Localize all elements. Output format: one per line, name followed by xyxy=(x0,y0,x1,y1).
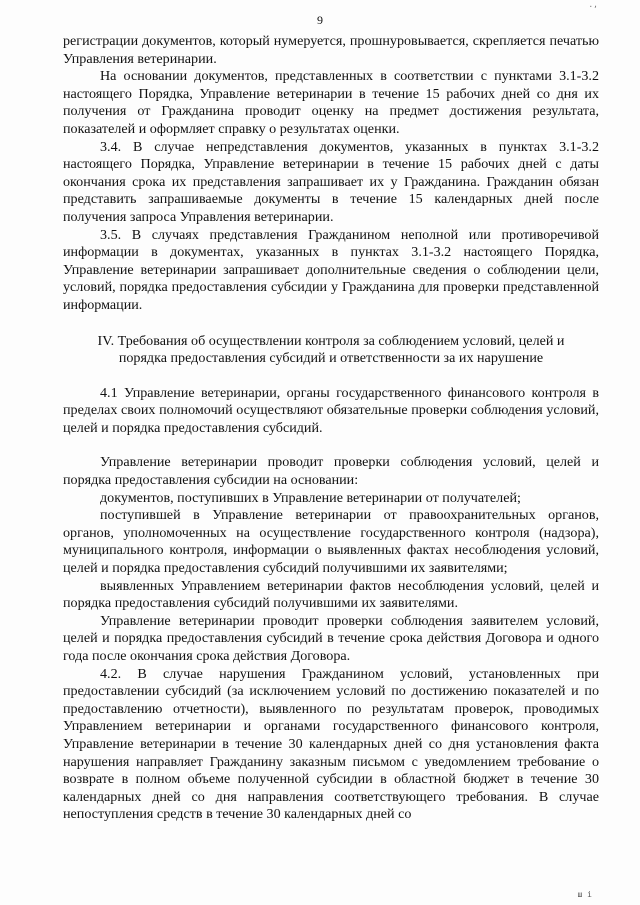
paragraph-3-5: 3.5. В случаях представления Гражданином неполной или противоречивой информации в документах, указанных в пунктах 3.1-3.2 настоящего Порядка, Управление ветеринарии запрашивает дополнительные сведения о соблюдении цели, условий, порядка предоставления субсидии у Гражданина для проверки представленной информации. xyxy=(63,226,599,313)
page-number: 9 xyxy=(317,13,323,27)
paragraph-4-2: 4.2. В случае нарушения Гражданином условий, установленных при предоставлении субсидий (за исключением условий по достижению показателей и по предоставлению отчетности), выявленного по результатам проверок, проводимых Управлением ветеринарии и органами государственного финансового контроля, Управление ветеринарии в течение 30 календарных дней со дня установления факта нарушения направляет Гражданину заказным письмом с уведомлением требование о возврате в полном объеме полученной субсидии в областной бюджет в течение 30 календарных дней со дня направления соответствующего требования. В случае непоступления средств в течение 30 календарных дней со xyxy=(63,665,599,823)
paragraph-registration: регистрации документов, который нумеруется, прошнуровывается, скрепляется печатью Управления ветеринарии. xyxy=(63,33,599,67)
paragraph-check-period: Управление ветеринарии проводит проверки соблюдения заявителем условий, целей и порядка предоставления субсидий в течение срока действия Договора и одного года после окончания срока действия Договора. xyxy=(63,612,599,664)
paragraph-3-4: 3.4. В случае непредставления документов, указанных в пунктах 3.1-3.2 настоящего Порядка, Управление ветеринарии в течение 15 рабочих дней с даты окончания срока их представления запрашивает их у Гражданина. Гражданин обязан представить запрашиваемые документы в течение 15 календарных дней после получения запроса Управления ветеринарии. xyxy=(63,138,599,225)
paragraph-law-enforcement-info: поступившей в Управление ветеринарии от правоохранительных органов, органов, уполномоченных на осуществление государственного контроля (надзора), муниципального контроля, информации о выявленных фактах несоблюдения условий, целей и порядка предоставления субсидий получившими их заявителями; xyxy=(63,507,599,577)
bottom-scan-mark: ш і xyxy=(577,890,592,899)
document-body xyxy=(63,33,599,824)
paragraph-identified-violations: выявленных Управлением ветеринарии фактов несоблюдения условий, целей и порядка предоставления субсидий получившими их заявителями. xyxy=(63,577,599,612)
paragraph-documents-from-recipients: документов, поступивших в Управление ветеринарии от получателей; xyxy=(100,489,521,506)
corner-scan-mark: ., xyxy=(588,0,598,9)
section-heading-iv: IV. Требования об осуществлении контроля за соблюдением условий, целей и порядка предоставления субсидий и ответственности за их нарушение xyxy=(97,332,565,367)
paragraph-checks-basis: Управление ветеринарии проводит проверки соблюдения условий, целей и порядка предоставления субсидии на основании: xyxy=(63,454,599,489)
paragraph-evaluation: На основании документов, представленных в соответствии с пунктами 3.1-3.2 настоящего Порядка, Управление ветеринарии в течение 15 рабочих дней со дня их получения от Гражданина проводит оценку на предмет достижения результата, показателей и оформляет справку о результатах оценки. xyxy=(63,68,599,137)
paragraph-4-1: 4.1 Управление ветеринарии, органы государственного финансового контроля в пределах своих полномочий осуществляют обязательные проверки соблюдения условий, целей и порядка предоставления субсидий. xyxy=(63,384,599,436)
